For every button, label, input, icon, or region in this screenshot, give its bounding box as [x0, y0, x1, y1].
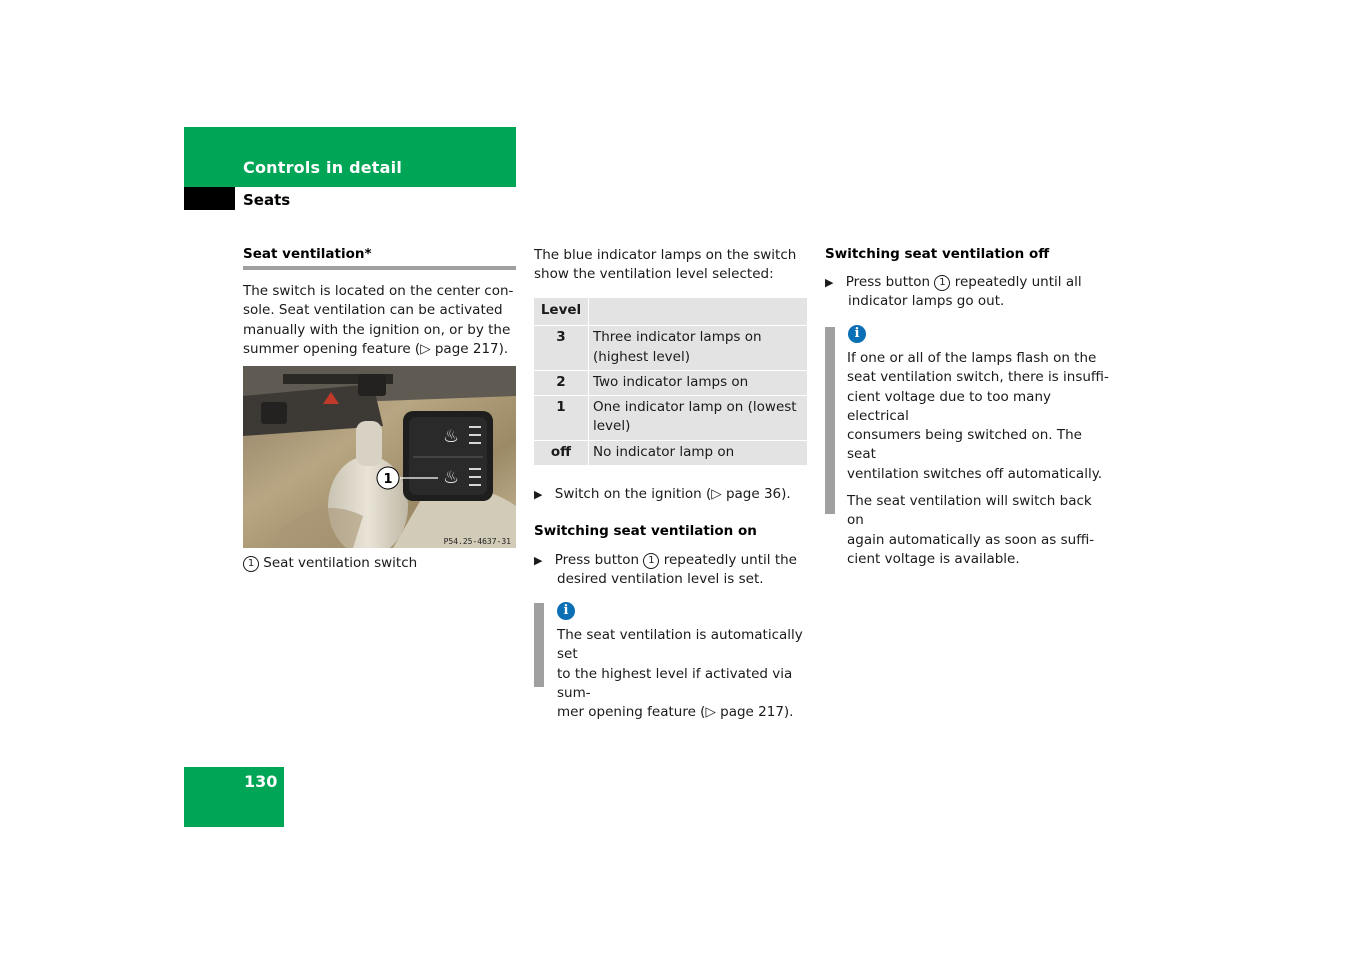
- bullet-arrow-icon: ▶: [825, 276, 834, 289]
- level-cell: off: [534, 440, 589, 465]
- chapter-title: Controls in detail: [243, 158, 402, 177]
- section-tab: [184, 187, 235, 210]
- text-line: Two indicator lamps on: [593, 373, 749, 390]
- description-cell: [589, 370, 808, 395]
- heading-rule: [243, 266, 516, 270]
- switching-on-heading: Switching seat ventilation on: [534, 523, 757, 539]
- text-line: mer opening feature (▷ page 217).: [557, 704, 794, 721]
- console-illustration: [243, 366, 516, 548]
- ventilation-level-table: [534, 298, 807, 465]
- text-line: If one or all of the lamps flash on the: [847, 350, 1097, 366]
- text-line: sole. Seat ventilation can be activated: [243, 302, 503, 319]
- text-line: The seat ventilation is automatically set: [557, 627, 803, 663]
- text-line: The switch is located on the center con-: [243, 283, 514, 299]
- step-switch-on-ignition: [534, 485, 791, 504]
- text-line: manually with the ignition on, or by the: [243, 321, 511, 338]
- info-icon: i: [848, 325, 866, 343]
- step-text: indicator lamps go out.: [848, 293, 1005, 310]
- table-row: [534, 326, 807, 371]
- table-header-row: [534, 298, 807, 326]
- step-text: desired ventilation level is set.: [557, 571, 764, 588]
- text-line: summer opening feature (▷ page 217).: [243, 340, 509, 357]
- bullet-arrow-icon: ▶: [534, 488, 543, 501]
- step-press-button-off: [825, 273, 1100, 312]
- page-number: 130: [244, 772, 278, 791]
- text-line: The blue indicator lamps on the switch: [534, 247, 797, 263]
- step-text: repeatedly until all: [954, 274, 1082, 290]
- description-cell: [589, 396, 808, 441]
- photo-callout-number: 1: [383, 472, 393, 487]
- callout-marker: 1: [243, 556, 259, 572]
- section-title: Seats: [243, 191, 291, 209]
- text-line: No indicator lamp on: [593, 443, 735, 460]
- text-line: cient voltage due to too many electrical: [847, 388, 1051, 424]
- table-row: [534, 396, 807, 441]
- chapter-header-band: [184, 127, 516, 187]
- description-cell: [589, 440, 808, 465]
- level-cell: 2: [534, 370, 589, 395]
- step-text: Press button: [845, 274, 931, 290]
- text-line: again automatically as soon as suffi-: [847, 531, 1095, 548]
- table-header-level: Level: [540, 302, 582, 318]
- level-intro: [534, 246, 807, 285]
- svg-text:♨: ♨: [443, 426, 460, 447]
- text-line: consumers being switched on. The seat: [847, 427, 1082, 463]
- info-note-bar: [534, 603, 544, 687]
- table-row: [534, 440, 807, 465]
- svg-text:♨: ♨: [443, 467, 460, 488]
- description-cell: [589, 326, 808, 371]
- text-line: Three indicator lamps on: [593, 329, 762, 346]
- info-note-bar: [825, 327, 835, 514]
- info-icon: i: [557, 602, 575, 620]
- text-line: ventilation switches off automatically.: [847, 465, 1103, 482]
- callout-marker: 1: [643, 553, 659, 569]
- center-console-photo: [243, 366, 516, 548]
- level-cell: 3: [534, 326, 589, 371]
- step-press-button-on: [534, 551, 809, 590]
- info-note-text: [557, 626, 813, 722]
- table-row: [534, 370, 807, 395]
- step-text: repeatedly until the: [663, 552, 797, 568]
- text-line: cient voltage is available.: [847, 550, 1020, 567]
- bullet-arrow-icon: ▶: [534, 554, 543, 567]
- seat-ventilation-heading: Seat ventilation*: [243, 246, 372, 262]
- text-line: The seat ventilation will switch back on: [847, 493, 1092, 529]
- text-line: level): [593, 418, 631, 435]
- caption-text: Seat ventilation switch: [263, 555, 418, 571]
- text-line: One indicator lamp on (lowest: [593, 399, 797, 416]
- text-line: to the highest level if activated via sum-: [557, 665, 793, 701]
- level-cell: 1: [534, 396, 589, 441]
- photo-caption: [243, 554, 417, 573]
- callout-marker: 1: [934, 275, 950, 291]
- image-reference-code: P54.25-4637-31: [443, 537, 511, 546]
- table-header-blank: [589, 298, 808, 326]
- text-line: show the ventilation level selected:: [534, 266, 774, 283]
- info-note-text: [847, 349, 1109, 569]
- intro-paragraph: [243, 282, 516, 359]
- step-text: Press button: [554, 552, 640, 568]
- switching-off-heading: Switching seat ventilation off: [825, 246, 1050, 262]
- text-line: seat ventilation switch, there is insuffi-: [847, 369, 1109, 386]
- step-text: Switch on the ignition (▷ page 36).: [554, 486, 791, 502]
- text-line: (highest level): [593, 348, 690, 365]
